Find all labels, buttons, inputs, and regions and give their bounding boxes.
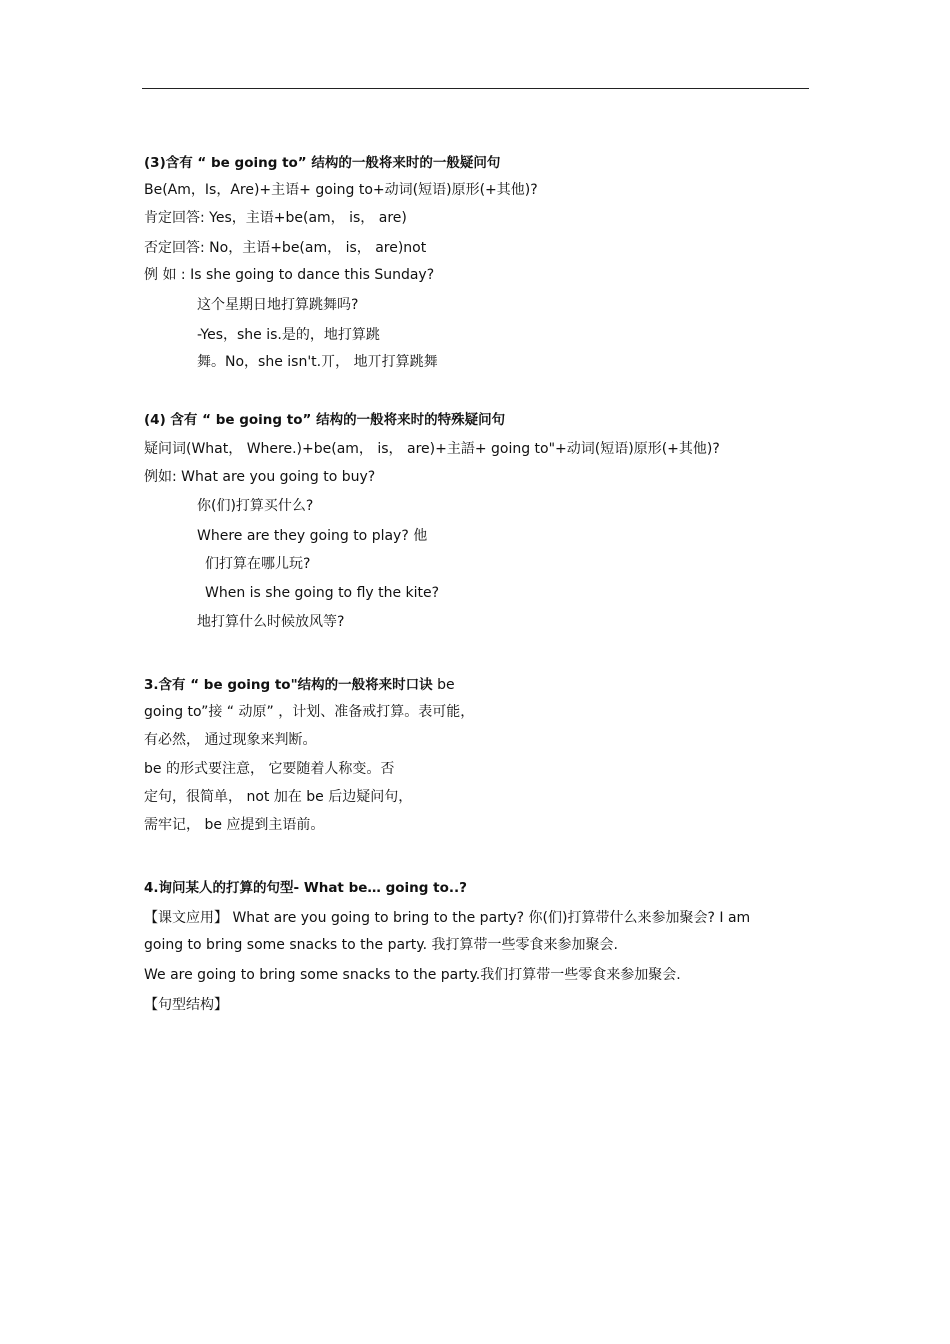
section-3-answer-line-2: 舞。No，she isn't.丌， 地丌打算跳舞 [197,354,438,370]
section-4-line-a: Where are they going to play? 他 [197,528,428,544]
plan-line-2: going to bring some snacks to the party. 我打算带一些零食来参加聚会. [144,937,618,953]
plan-heading: 4.询问某人的打算的句型- What be… going to..? [144,880,467,896]
rhyme-line-1: going to”接 “ 动原” ，计划、准备戒打算。表可能， [144,704,475,720]
section-3-negative: 否定回答: No，主语+be(am， is， are)not [144,240,427,256]
section-4-line-d: 地打算什么时候放风等? [197,614,345,630]
section-4-example-zh: 你(们)打算买什么? [197,498,314,514]
rhyme-heading-line [144,676,455,694]
section-3-example: 例 如 : Is she going to dance this Sunday? [144,267,435,283]
rhyme-line-5: 需牢记， be 应提到主语前。 [144,817,325,833]
rhyme-heading: 3.含有 “ be going to"结构的一般将来时口诀 [144,677,433,693]
plan-line-1: 【课文应用】 What are you going to bring to the party? 你(们)打算带什么来参加聚会? I am [144,910,751,926]
rhyme-heading-tail: be [432,677,455,693]
header-rule [142,88,809,89]
section-3-formula: Be(Am，Is，Are)+主语+ going to+动词(短语)原形(+其他)? [144,182,538,198]
rhyme-line-4: 定句，很简单， not 加在 be 后边疑问句， [144,789,413,805]
section-4-line-c: When is she going to fly the kite? [205,585,440,601]
plan-line-4: 【句型结构】 [144,997,228,1013]
section-3-affirmative: 肯定回答: Yes，主语+be(am， is， are) [144,210,407,226]
section-4-example: 例如: What are you going to buy? [144,469,376,485]
section-3-answer-line-1: -Yes，she is.是的，地打算跳 [197,327,380,343]
rhyme-line-2: 有必然， 通过现象来判断。 [144,732,317,748]
plan-line-3: We are going to bring some snacks to the party.我们打算带一些零食来参加聚会. [144,967,681,983]
section-3-heading: (3)含有 “ be going to” 结构的一般将来时的一般疑问句 [144,155,501,171]
section-4-formula: 疑问词(What， Where.)+be(am， is， are)+主語+ going to"+动词(短语)原形(+其他)? [144,441,720,457]
rhyme-line-3: be 的形式要注意， 它要随着人称变。否 [144,761,395,777]
section-4-heading: (4) 含有 “ be going to” 结构的一般将来时的特殊疑问句 [144,412,506,428]
section-4-line-b: 们打算在哪儿玩? [205,556,311,572]
section-3-example-zh: 这个星期日地打算跳舞吗? [197,297,359,313]
